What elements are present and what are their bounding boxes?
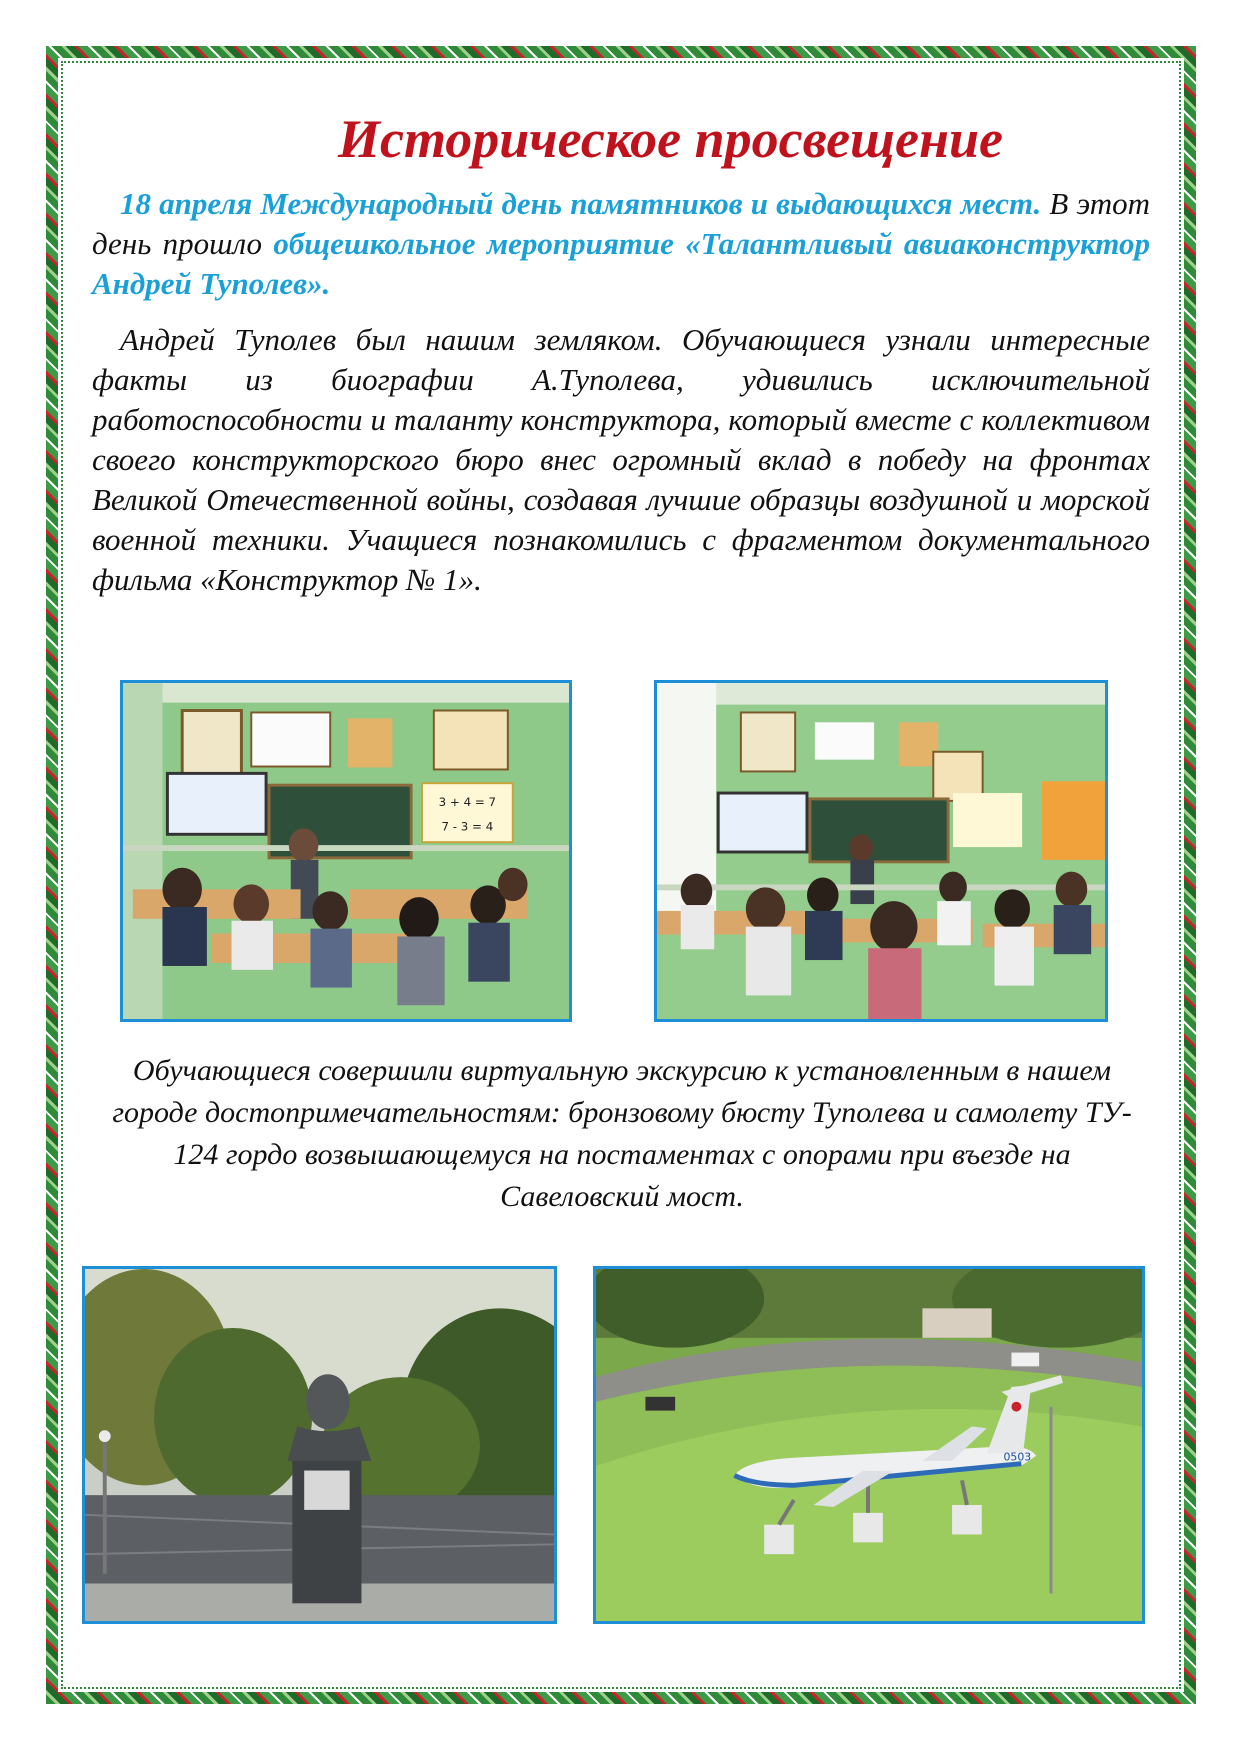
biography-paragraph: Андрей Туполев был нашим земляком. Обучающиеся узнали интересные факты из биографии А.Туполева, удивились исключительной работоспособности и таланту конструктора, который вместе с коллективом своего конструкторского бюро внес огромный вклад в победу на фронтах Великой Отечественной войны, создавая лучшие образцы воздушной и морской военной техники. Учащиеся познакомились с фрагментом документального фильма «Конструктор № 1». [92,322,1150,597]
date-highlight: 18 апреля Международный день памятников и выдающихся мест. [120,186,1042,221]
classroom-photo-1 [120,680,572,1022]
excursion-paragraph: Обучающиеся совершили виртуальную экскурсию к установленным в нашем городе достопримечательностям: бронзовому бюсту Туполева и самолету ТУ- 124 гордо возвышающемуся на постаментах с опорами при въезде на Савеловский мост. [112,1054,1132,1213]
board-numbers-top: 3 + 4 = 7 [438,794,497,809]
event-highlight: общешкольное мероприятие «Талантливый авиаконструктор Андрей Туполев». [92,226,1150,301]
plane-monument-photo [593,1266,1145,1624]
classroom-photo-2 [654,680,1108,1022]
intro-paragraph [92,184,1150,304]
board-numbers-bottom: 7 - 3 = 4 [441,819,494,834]
plane-tail-code: 0503 [1003,1450,1032,1464]
page-title: Историческое просвещение [337,109,1003,169]
intro-text: В этот день прошло [92,186,1150,261]
bust-monument-photo [82,1266,557,1624]
